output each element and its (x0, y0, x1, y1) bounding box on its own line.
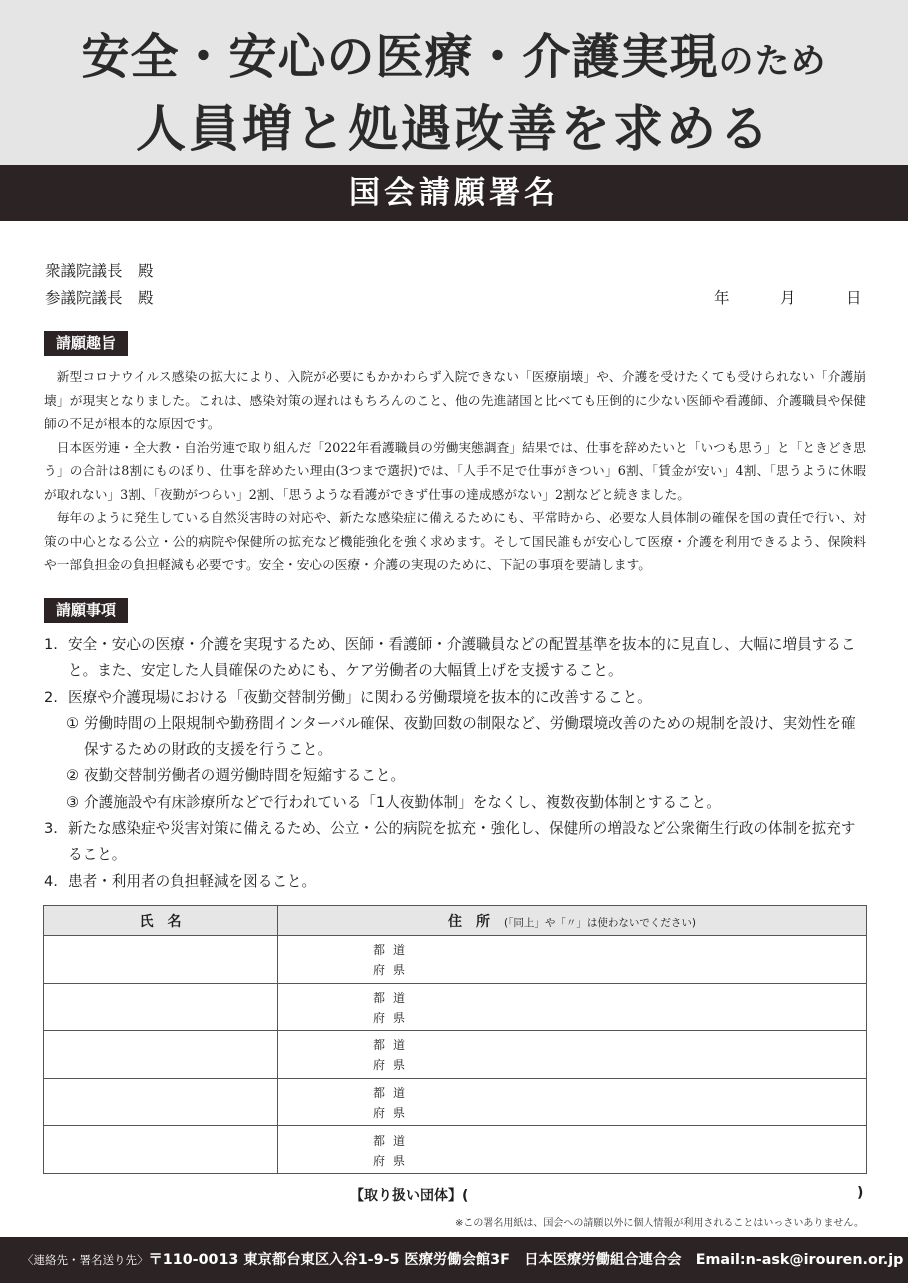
petition-banner: 国会請願署名 (0, 165, 908, 221)
name-field[interactable] (44, 1126, 278, 1174)
list-item (44, 816, 869, 869)
handling-organization-label: 【取り扱い団体】( (350, 1188, 469, 1204)
item-text: 新たな感染症や災害対策に備えるため、公立・公的病院を拡充・強化し、保健所の増設など公衆衛生行政の体制を拡充すること。 (68, 820, 856, 864)
purpose-paragraph: 新型コロナウイルス感染の拡大により、入院が必要にもかかわらず入院できない「医療崩壊」や、介護を受けたくても受けられない「介護崩壊」が現実となりました。これは、感染対策の遅れはもちろんのこと、他の先進諸国と比べても圧倒的に少ない医師や看護師、介護職員や保健師の不足が根本的な原因です。 (44, 369, 866, 431)
purpose-section-label: 請願趣旨 (44, 331, 128, 356)
item-number: 2. (44, 688, 58, 706)
name-field[interactable] (44, 1031, 278, 1079)
list-item (44, 869, 869, 895)
item-number: 3. (44, 820, 58, 838)
prefecture-label-line2: 府県 (373, 1010, 414, 1025)
prefecture-label-line1: 都道 (373, 1038, 414, 1053)
prefecture-label-line2: 府県 (373, 1058, 414, 1073)
item-text: 安全・安心の医療・介護を実現するため、医師・看護師・介護職員などの配置基準を抜本的に見直し、大幅に増員すること。また、安定した人員確保のためにも、ケア労働者の大幅賃上げを支援すること。 (68, 636, 856, 680)
address-header-note: (「同上」や「〃」は使わないでください) (504, 916, 696, 929)
privacy-note: ※この署名用紙は、国会への請願以外に個人情報が利用されることはいっさいありません。 (455, 1218, 864, 1229)
footer-prefix: 〈連絡先・署名送り先〉 (22, 1253, 149, 1267)
name-field[interactable] (44, 936, 278, 984)
name-field[interactable] (44, 1078, 278, 1126)
prefecture-label-line2: 府県 (373, 1153, 414, 1168)
table-row (44, 1031, 867, 1079)
purpose-text (44, 365, 866, 577)
subitem-text: 労働時間の上限規制や勤務間インターバル確保、夜勤回数の制限など、労働環境改善のための規制を設け、実効性を確保するための財政的支援を行うこと。 (84, 714, 856, 759)
address-field[interactable] (278, 936, 867, 984)
prefecture-label-line1: 都道 (373, 1086, 414, 1101)
subitem-text: 介護施設や有床診療所などで行われている「1人夜勤体制」をなくし、複数夜勤体制とすること。 (84, 793, 721, 811)
petition-items-list (44, 632, 869, 895)
name-header-label: 氏 名 (139, 913, 182, 930)
table-row (44, 1078, 867, 1126)
prefecture-label-line2: 府県 (373, 963, 414, 978)
handling-organization-close: ) (857, 1185, 864, 1201)
table-row (44, 936, 867, 984)
year-label: 年 (714, 289, 730, 307)
list-subitem (44, 763, 869, 789)
title-line-1-suffix: のため (718, 42, 827, 82)
title-line-1-main: 安全・安心の医療・介護実現 (81, 29, 719, 85)
item-number: 1. (44, 636, 58, 653)
title-line-1 (0, 18, 908, 87)
item-text: 医療や介護現場における「夜勤交替制労働」に関わる労働環境を抜本的に改善すること。 (68, 688, 652, 706)
list-item (44, 632, 869, 685)
address-header-label: 住 所 (448, 913, 491, 930)
subitem-number: ① (66, 714, 80, 732)
subitem-text: 夜勤交替制労働者の週労働時間を短縮すること。 (84, 767, 406, 785)
item-number: 4. (44, 872, 58, 890)
subitem-number: ② (66, 767, 80, 785)
table-row (44, 983, 867, 1031)
list-item (44, 685, 869, 711)
addressee-house-of-representatives: 衆議院議長 殿 (45, 262, 154, 280)
items-section-label: 請願事項 (44, 598, 128, 623)
list-subitem (44, 711, 869, 764)
addressee-house-of-councillors: 参議院議長 殿 (45, 289, 154, 307)
address-field[interactable] (278, 1078, 867, 1126)
address-field[interactable] (278, 1126, 867, 1174)
contact-footer (0, 1237, 908, 1283)
name-column-header (44, 906, 278, 936)
page-header (0, 0, 908, 165)
address-field[interactable] (278, 983, 867, 1031)
table-row (44, 1126, 867, 1174)
day-label: 日 (846, 289, 862, 307)
address-column-header (278, 906, 867, 936)
prefecture-label-line1: 都道 (373, 943, 414, 958)
prefecture-label-line1: 都道 (373, 990, 414, 1005)
name-field[interactable] (44, 983, 278, 1031)
footer-address: 〒110-0013 東京都台東区入谷1-9-5 医療労働会館3F 日本医療労働組合連合会 Email:n-ask@irouren.or.jp (148, 1252, 904, 1268)
purpose-paragraph: 毎年のように発生している自然災害時の対応や、新たな感染症に備えるためにも、平常時から、必要な人員体制の確保を国の責任で行い、対策の中心となる公立・公的病院や保健所の拡充など機能強化を強く求めます。そして国民誰もが安心して医療・介護を利用できるよう、保険料や一部負担金の負担軽減も必要です。安全・安心の医療・介護の実現のために、下記の事項を要請します。 (44, 510, 866, 572)
title-line-2: 人員増と処遇改善を求める (136, 100, 772, 158)
prefecture-label-line2: 府県 (373, 1106, 414, 1121)
list-subitem (44, 790, 869, 816)
purpose-paragraph: 日本医労連・全大教・自治労連で取り組んだ「2022年看護職員の労働実態調査」結果では、仕事を辞めたいと「いつも思う」と「ときどき思う」の合計は8割にものぼり、仕事を辞めたい理由(3つまで選択)では、「人手不足で仕事がきつい」6割、「賃金が安い」4割、「思うように休暇が取れない」3割、「夜勤がつらい」2割、「思うような看護ができず仕事の達成感がない」2割などと続きました。 (44, 439, 866, 502)
item-text: 患者・利用者の負担軽減を図ること。 (68, 872, 317, 890)
address-field[interactable] (278, 1031, 867, 1079)
subitem-number: ③ (66, 793, 80, 811)
month-label: 月 (780, 289, 796, 307)
prefecture-label-line1: 都道 (373, 1133, 414, 1148)
signature-table (43, 905, 867, 1174)
